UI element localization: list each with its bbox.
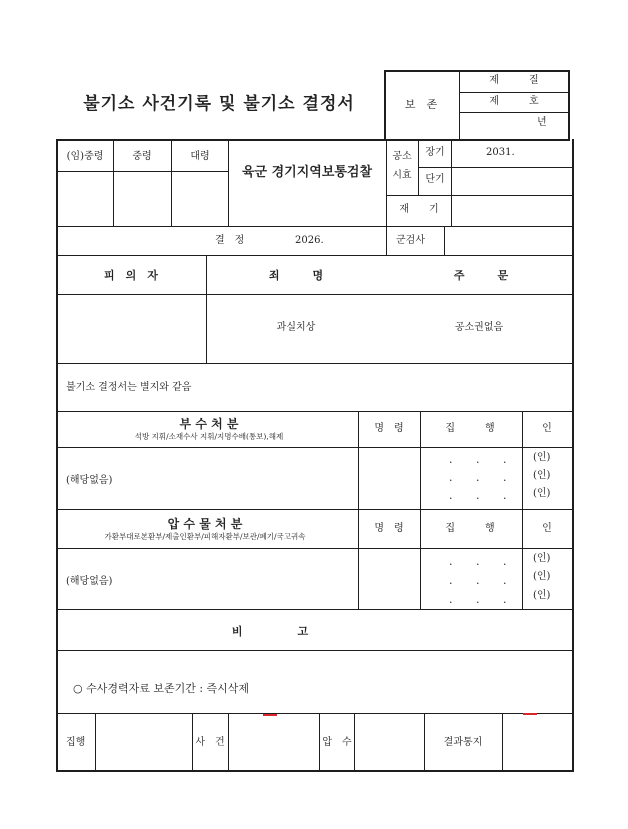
- limitation-long-label: 장기: [425, 147, 445, 158]
- suspect-header: 피 의 자: [104, 269, 158, 282]
- attached-seal: (인): [533, 452, 551, 463]
- seized-date-dots: . . .: [449, 593, 517, 606]
- seized-seal: (인): [533, 571, 551, 582]
- rank-label-col: 대령: [190, 151, 210, 162]
- seized-date-dots: . . .: [449, 555, 517, 568]
- preserve-volume: 제 질: [489, 75, 539, 86]
- decision-date: 2026.: [295, 235, 324, 246]
- retention-note: ○ 수사경력자료 보존기간 : 즉시삭제: [73, 682, 250, 695]
- rank-label-acting-ltcol: (임)중령: [66, 151, 104, 162]
- rank-label-ltcol: 중령: [132, 151, 152, 162]
- execution-label: 집행: [66, 737, 86, 748]
- result-notice-label: 결과통지: [443, 737, 483, 748]
- attached-seal: (인): [533, 470, 551, 481]
- limitation-long-value: 2031.: [486, 147, 515, 158]
- attached-date-dots: . . .: [449, 471, 517, 484]
- seized-subtitle: 가환부대로본환부/제출인환부/피해자환부/보관/폐기/국고귀속: [104, 532, 306, 541]
- seized-seal: (인): [533, 590, 551, 601]
- prosecutor-office: 육군 경기지역보통검찰: [241, 165, 373, 180]
- crime-value: 과실치상: [276, 322, 316, 333]
- limitation-label-2: 시효: [392, 170, 412, 181]
- seized-exec-label: 집 행: [445, 523, 495, 534]
- seizure-label: 압 수: [322, 737, 352, 748]
- attached-order-label: 명 령: [374, 423, 404, 434]
- crime-header: 죄 명: [268, 269, 324, 282]
- prosecutor-label: 군검사: [396, 235, 425, 246]
- attached-seal-label: 인: [542, 423, 552, 434]
- page-title: 불기소 사건기록 및 불기소 결정서: [83, 94, 355, 114]
- seized-date-dots: . . .: [449, 574, 517, 587]
- reopen-label: 재 기: [399, 204, 439, 215]
- seized-value: (해당없음): [66, 576, 113, 587]
- attached-seal: (인): [533, 488, 551, 499]
- remarks-label: 비 고: [231, 625, 309, 638]
- limitation-short-label: 단기: [425, 174, 445, 185]
- attached-value: (해당없음): [66, 475, 113, 486]
- limitation-label-1: 공소: [392, 151, 412, 162]
- attached-exec-label: 집 행: [445, 423, 495, 434]
- seized-seal-label: 인: [542, 523, 552, 534]
- attached-title: 부 수 처 분: [179, 417, 239, 431]
- preserve-label: 보 존: [404, 98, 438, 111]
- decision-note: 불기소 결정서는 별지와 같음: [66, 382, 192, 393]
- preserve-number: 제 호: [489, 96, 539, 107]
- attached-subtitle: 석방 지휘/소재수사 지휘/지명수배(통보),해제: [134, 432, 284, 441]
- order-header: 주 문: [453, 269, 509, 282]
- order-value: 공소권없음: [454, 322, 504, 333]
- attached-date-dots: . . .: [449, 453, 517, 466]
- seized-seal: (인): [533, 553, 551, 564]
- preserve-year: 년: [537, 117, 547, 128]
- seized-order-label: 명 령: [374, 523, 404, 534]
- case-label: 사 건: [195, 737, 225, 748]
- seized-title: 압 수 물 처 분: [167, 517, 243, 531]
- decision-label: 결 정: [215, 235, 245, 246]
- attached-date-dots: . . .: [449, 489, 517, 502]
